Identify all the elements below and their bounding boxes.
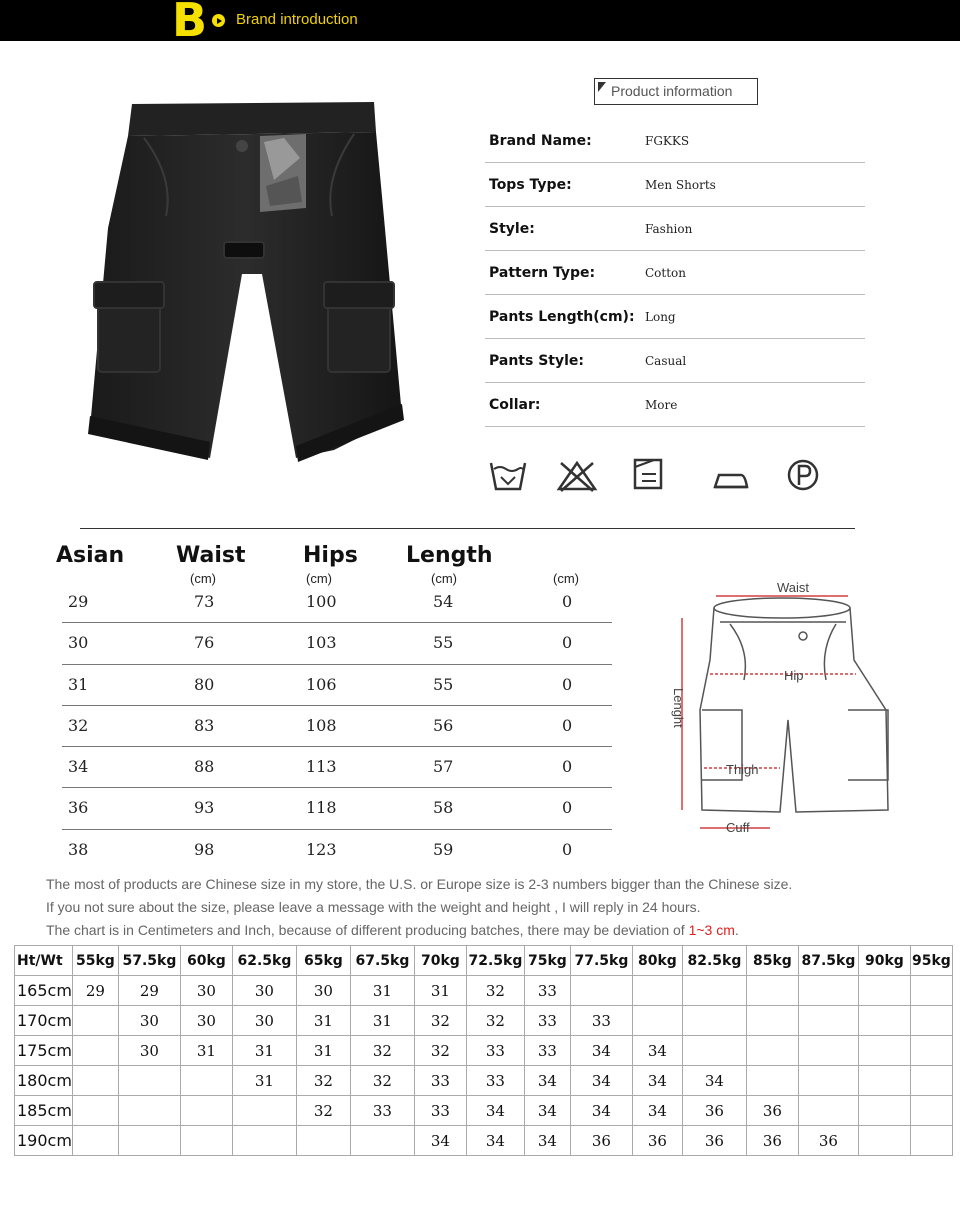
note-deviation: 1~3 cm — [688, 922, 735, 938]
height-label: 180cm — [15, 1066, 73, 1096]
size-value-cell: 33 — [466, 1036, 524, 1066]
size-cell: 36 — [68, 798, 89, 818]
info-row — [485, 119, 865, 163]
size-unit: (cm) — [190, 571, 216, 586]
size-cell: 0 — [562, 839, 573, 859]
height-label: 190cm — [15, 1126, 73, 1156]
size-value-cell: 36 — [682, 1096, 746, 1126]
size-value-cell — [910, 1066, 952, 1096]
weight-header: 82.5kg — [682, 946, 746, 976]
table-row — [15, 1036, 953, 1066]
size-value-cell — [682, 1006, 746, 1036]
size-value-cell: 33 — [350, 1096, 414, 1126]
size-value-cell — [858, 1006, 910, 1036]
height-weight-table — [14, 945, 953, 1156]
size-value-cell: 30 — [232, 1006, 296, 1036]
size-value-cell — [72, 1036, 118, 1066]
info-label: Tops Type: — [489, 177, 572, 193]
size-cell: 80 — [194, 674, 215, 694]
weight-header: 80kg — [632, 946, 682, 976]
play-icon — [212, 14, 225, 27]
size-value-cell: 36 — [798, 1126, 858, 1156]
size-value-cell: 30 — [118, 1036, 180, 1066]
size-cell: 55 — [433, 633, 454, 653]
size-unit: (cm) — [306, 571, 332, 586]
size-value-cell: 31 — [232, 1066, 296, 1096]
size-value-cell — [180, 1126, 232, 1156]
size-value-cell: 32 — [466, 976, 524, 1006]
size-cell: 88 — [194, 757, 215, 777]
weight-header: 95kg — [910, 946, 952, 976]
info-row — [485, 251, 865, 295]
size-cell: 30 — [68, 633, 89, 653]
diagram-label-hip: Hip — [784, 668, 804, 683]
size-header-asian: Asian — [56, 543, 125, 568]
note-line-1: The most of products are Chinese size in my store, the U.S. or Europe size is 2-3 numbers bigger than the Chinese size. — [46, 876, 793, 892]
size-value-cell — [632, 1006, 682, 1036]
info-value: Long — [645, 310, 676, 324]
info-label: Collar: — [489, 397, 541, 413]
size-value-cell: 32 — [296, 1066, 350, 1096]
info-row — [485, 339, 865, 383]
size-value-cell: 33 — [524, 976, 570, 1006]
size-value-cell: 34 — [632, 1036, 682, 1066]
size-value-cell — [798, 1006, 858, 1036]
size-value-cell — [118, 1126, 180, 1156]
weight-header: 75kg — [524, 946, 570, 976]
size-value-cell — [910, 976, 952, 1006]
product-info-heading — [594, 78, 758, 105]
size-value-cell: 34 — [570, 1036, 632, 1066]
size-value-cell: 36 — [570, 1126, 632, 1156]
size-value-cell: 34 — [632, 1066, 682, 1096]
size-header-length: Length — [406, 543, 493, 568]
size-value-cell: 31 — [180, 1036, 232, 1066]
size-cell: 113 — [306, 757, 337, 777]
size-value-cell — [798, 1036, 858, 1066]
info-value: FGKKS — [645, 134, 690, 148]
table-row — [15, 1096, 953, 1126]
size-cell: 32 — [68, 715, 89, 735]
tumble-dry-icon — [632, 457, 666, 493]
size-value-cell: 30 — [180, 976, 232, 1006]
size-cell: 123 — [306, 839, 337, 859]
weight-header: 87.5kg — [798, 946, 858, 976]
size-cell: 54 — [433, 592, 454, 611]
height-label: 185cm — [15, 1096, 73, 1126]
size-value-cell — [350, 1126, 414, 1156]
size-value-cell — [118, 1066, 180, 1096]
size-value-cell: 34 — [524, 1126, 570, 1156]
info-label: Pants Length(cm): — [489, 309, 635, 325]
size-value-cell: 30 — [118, 1006, 180, 1036]
size-row — [62, 830, 612, 871]
table-row — [15, 1126, 953, 1156]
size-value-cell: 34 — [570, 1096, 632, 1126]
dry-clean-p-icon — [786, 457, 822, 493]
size-value-cell — [910, 1006, 952, 1036]
size-value-cell: 32 — [296, 1096, 350, 1126]
size-value-cell: 34 — [524, 1096, 570, 1126]
size-value-cell: 34 — [632, 1096, 682, 1126]
size-value-cell — [746, 1006, 798, 1036]
size-cell: 55 — [433, 674, 454, 694]
table-row — [15, 1066, 953, 1096]
size-value-cell: 31 — [350, 1006, 414, 1036]
size-value-cell: 31 — [232, 1036, 296, 1066]
product-photo — [84, 98, 414, 464]
size-value-cell — [632, 976, 682, 1006]
size-value-cell — [118, 1096, 180, 1126]
banner-title: Brand introduction — [236, 11, 358, 28]
size-value-cell: 34 — [570, 1066, 632, 1096]
info-value: More — [645, 398, 678, 412]
size-cell: 83 — [194, 715, 215, 735]
size-value-cell: 34 — [524, 1066, 570, 1096]
size-value-cell — [910, 1126, 952, 1156]
height-weight-body — [15, 976, 953, 1156]
size-value-cell — [746, 976, 798, 1006]
info-label: Brand Name: — [489, 133, 592, 149]
size-header-hips: Hips — [303, 543, 358, 568]
size-value-cell — [232, 1126, 296, 1156]
info-row — [485, 383, 865, 427]
size-value-cell: 36 — [632, 1126, 682, 1156]
size-value-cell: 30 — [180, 1006, 232, 1036]
size-value-cell: 34 — [466, 1126, 524, 1156]
size-cell: 0 — [562, 798, 573, 818]
size-value-cell: 29 — [118, 976, 180, 1006]
size-value-cell: 34 — [414, 1126, 466, 1156]
size-value-cell — [682, 1036, 746, 1066]
note-line-3 — [46, 922, 739, 938]
size-value-cell: 31 — [296, 1036, 350, 1066]
size-value-cell — [798, 976, 858, 1006]
weight-header: 85kg — [746, 946, 798, 976]
weight-header: 55kg — [72, 946, 118, 976]
weight-header: 70kg — [414, 946, 466, 976]
weight-header: 77.5kg — [570, 946, 632, 976]
size-value-cell — [72, 1126, 118, 1156]
diagram-label-thigh: Thigh — [726, 762, 759, 777]
size-value-cell — [570, 976, 632, 1006]
size-value-cell: 34 — [466, 1096, 524, 1126]
size-value-cell — [72, 1066, 118, 1096]
size-cell: 56 — [433, 715, 454, 735]
size-cell: 57 — [433, 757, 454, 777]
size-header-waist: Waist — [176, 543, 246, 568]
size-cell: 59 — [433, 839, 454, 859]
size-cell: 93 — [194, 798, 215, 818]
diagram-label-cuff: Cuff — [726, 820, 750, 835]
size-value-cell — [180, 1066, 232, 1096]
size-value-cell — [858, 1126, 910, 1156]
size-cell: 73 — [194, 592, 215, 611]
table-row — [15, 1006, 953, 1036]
weight-header: 72.5kg — [466, 946, 524, 976]
height-label: 165cm — [15, 976, 73, 1006]
size-value-cell — [798, 1096, 858, 1126]
info-label: Pants Style: — [489, 353, 584, 369]
size-value-cell — [72, 1096, 118, 1126]
weight-header: 60kg — [180, 946, 232, 976]
size-value-cell — [232, 1096, 296, 1126]
size-value-cell — [858, 1036, 910, 1066]
note-line-3-end: . — [734, 922, 739, 938]
size-value-cell — [858, 1066, 910, 1096]
size-value-cell: 34 — [682, 1066, 746, 1096]
size-cell: 106 — [306, 674, 337, 694]
product-info-table — [485, 119, 865, 427]
table-header-row — [15, 946, 953, 976]
size-cell: 29 — [68, 592, 89, 611]
size-cell: 0 — [562, 757, 573, 777]
size-value-cell: 33 — [414, 1096, 466, 1126]
brand-banner — [0, 0, 960, 47]
size-value-cell: 32 — [414, 1006, 466, 1036]
size-value-cell: 36 — [682, 1126, 746, 1156]
size-value-cell — [296, 1126, 350, 1156]
diagram-label-length: Lenght — [671, 688, 686, 728]
info-label: Style: — [489, 221, 535, 237]
note-line-3-text: The chart is in Centimeters and Inch, because of different producing batches, there may be deviation of — [46, 922, 689, 938]
iron-icon — [711, 457, 751, 493]
info-value: Men Shorts — [645, 178, 716, 192]
size-cell: 98 — [194, 839, 215, 859]
info-label: Pattern Type: — [489, 265, 596, 281]
no-bleach-icon — [555, 457, 599, 493]
size-value-cell: 32 — [350, 1066, 414, 1096]
size-value-cell: 31 — [414, 976, 466, 1006]
size-value-cell — [910, 1036, 952, 1066]
size-value-cell — [180, 1096, 232, 1126]
size-value-cell: 32 — [350, 1036, 414, 1066]
size-value-cell: 36 — [746, 1126, 798, 1156]
size-value-cell: 33 — [414, 1066, 466, 1096]
banner-letter: B — [172, 0, 208, 47]
size-row — [62, 582, 612, 623]
size-cell: 76 — [194, 633, 215, 653]
info-value: Casual — [645, 354, 687, 368]
size-row — [62, 747, 612, 788]
diagram-label-waist: Waist — [777, 580, 810, 595]
size-value-cell — [72, 1006, 118, 1036]
size-row — [62, 706, 612, 747]
size-cell: 58 — [433, 798, 454, 818]
size-value-cell: 29 — [72, 976, 118, 1006]
size-value-cell — [858, 1096, 910, 1126]
table-corner: Ht/Wt — [15, 946, 73, 976]
height-label: 170cm — [15, 1006, 73, 1036]
measurement-diagram — [660, 570, 905, 850]
info-row — [485, 295, 865, 339]
size-cell: 100 — [306, 592, 337, 611]
size-value-cell: 36 — [746, 1096, 798, 1126]
info-value: Fashion — [645, 222, 693, 236]
size-cell: 103 — [306, 633, 337, 653]
size-value-cell: 33 — [466, 1066, 524, 1096]
weight-header: 90kg — [858, 946, 910, 976]
corner-mark-icon — [598, 82, 606, 92]
weight-header: 57.5kg — [118, 946, 180, 976]
size-chart-table — [62, 582, 612, 871]
section-divider — [80, 528, 855, 529]
size-value-cell: 33 — [524, 1006, 570, 1036]
product-info-heading-text: Product information — [611, 83, 733, 99]
info-row — [485, 163, 865, 207]
size-cell: 0 — [562, 715, 573, 735]
size-cell: 108 — [306, 715, 337, 735]
size-cell: 0 — [562, 592, 573, 611]
size-value-cell — [798, 1066, 858, 1096]
size-value-cell: 30 — [296, 976, 350, 1006]
size-value-cell — [910, 1096, 952, 1126]
note-line-2: If you not sure about the size, please leave a message with the weight and height , I will reply in 24 hours. — [46, 899, 701, 915]
height-label: 175cm — [15, 1036, 73, 1066]
size-unit: (cm) — [553, 571, 579, 586]
size-value-cell — [746, 1066, 798, 1096]
size-cell: 34 — [68, 757, 89, 777]
size-unit: (cm) — [431, 571, 457, 586]
size-value-cell: 32 — [466, 1006, 524, 1036]
table-row — [15, 976, 953, 1006]
size-row — [62, 788, 612, 829]
wash-30-icon — [488, 457, 528, 493]
size-value-cell: 31 — [350, 976, 414, 1006]
size-value-cell: 33 — [570, 1006, 632, 1036]
size-value-cell: 33 — [524, 1036, 570, 1066]
info-value: Cotton — [645, 266, 687, 280]
size-row — [62, 665, 612, 706]
info-row — [485, 207, 865, 251]
size-cell: 38 — [68, 839, 89, 859]
weight-header: 67.5kg — [350, 946, 414, 976]
size-cell: 31 — [68, 674, 89, 694]
size-value-cell — [746, 1036, 798, 1066]
weight-header: 65kg — [296, 946, 350, 976]
size-cell: 118 — [306, 798, 337, 818]
size-value-cell: 32 — [414, 1036, 466, 1066]
size-cell: 0 — [562, 674, 573, 694]
size-row — [62, 623, 612, 664]
size-cell: 0 — [562, 633, 573, 653]
size-value-cell — [858, 976, 910, 1006]
size-value-cell: 30 — [232, 976, 296, 1006]
size-value-cell — [682, 976, 746, 1006]
size-value-cell: 31 — [296, 1006, 350, 1036]
weight-header: 62.5kg — [232, 946, 296, 976]
